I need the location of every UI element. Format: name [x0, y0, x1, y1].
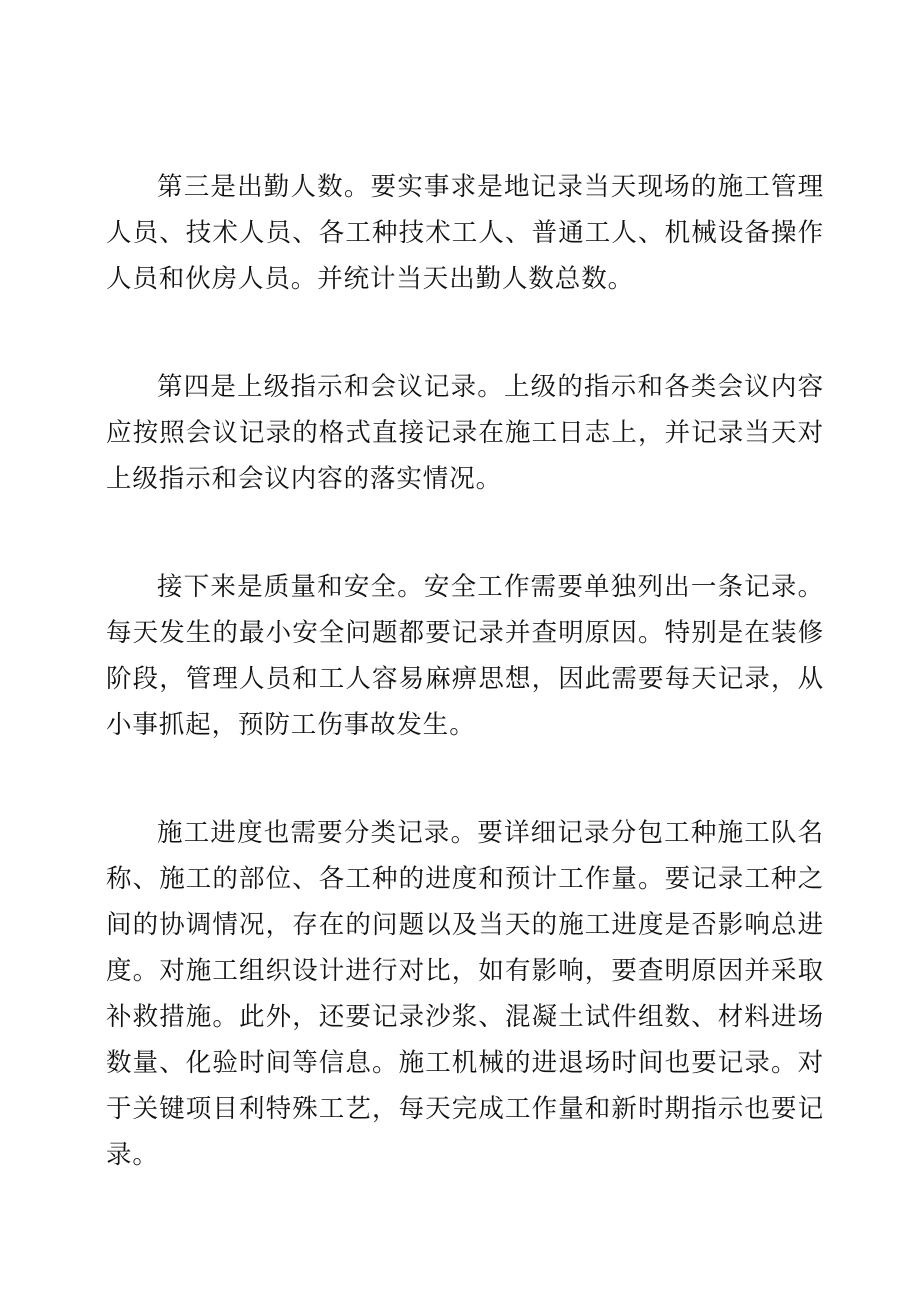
paragraph-instructions-meetings: 第四是上级指示和会议记录。上级的指示和各类会议内容应按照会议记录的格式直接记录在施工日志上，并记录当天对上级指示和会议内容的落实情况。: [106, 372, 824, 494]
paragraph-quality-safety: 接下来是质量和安全。安全工作需要单独列出一条记录。每天发生的最小安全问题都要记录并查明原因。特别是在装修阶段，管理人员和工人容易麻痹思想，因此需要每天记录，从小事抓起，预防工伤事故发生。: [106, 572, 824, 740]
paragraph-construction-progress: 施工进度也需要分类记录。要详细记录分包工种施工队名称、施工的部位、各工种的进度和预计工作量。要记录工种之间的协调情况，存在的问题以及当天的施工进度是否影响总进度。对施工组织设计进行对比，如有影响，要查明原因并采取补救措施。此外，还要记录沙浆、混凝土试件组数、材料进场数量、化验时间等信息。施工机械的进退场时间也要记录。对于关键项目利特殊工艺，每天完成工作量和新时期指示也要记录。: [106, 818, 824, 1170]
document-body: [106, 164, 824, 1178]
paragraph-spacer: [106, 302, 824, 364]
paragraph-spacer: [106, 748, 824, 810]
paragraph-spacer: [106, 502, 824, 564]
paragraph-attendance: 第三是出勤人数。要实事求是地记录当天现场的施工管理人员、技术人员、各工种技术工人、普通工人、机械设备操作人员和伙房人员。并统计当天出勤人数总数。: [106, 172, 824, 294]
